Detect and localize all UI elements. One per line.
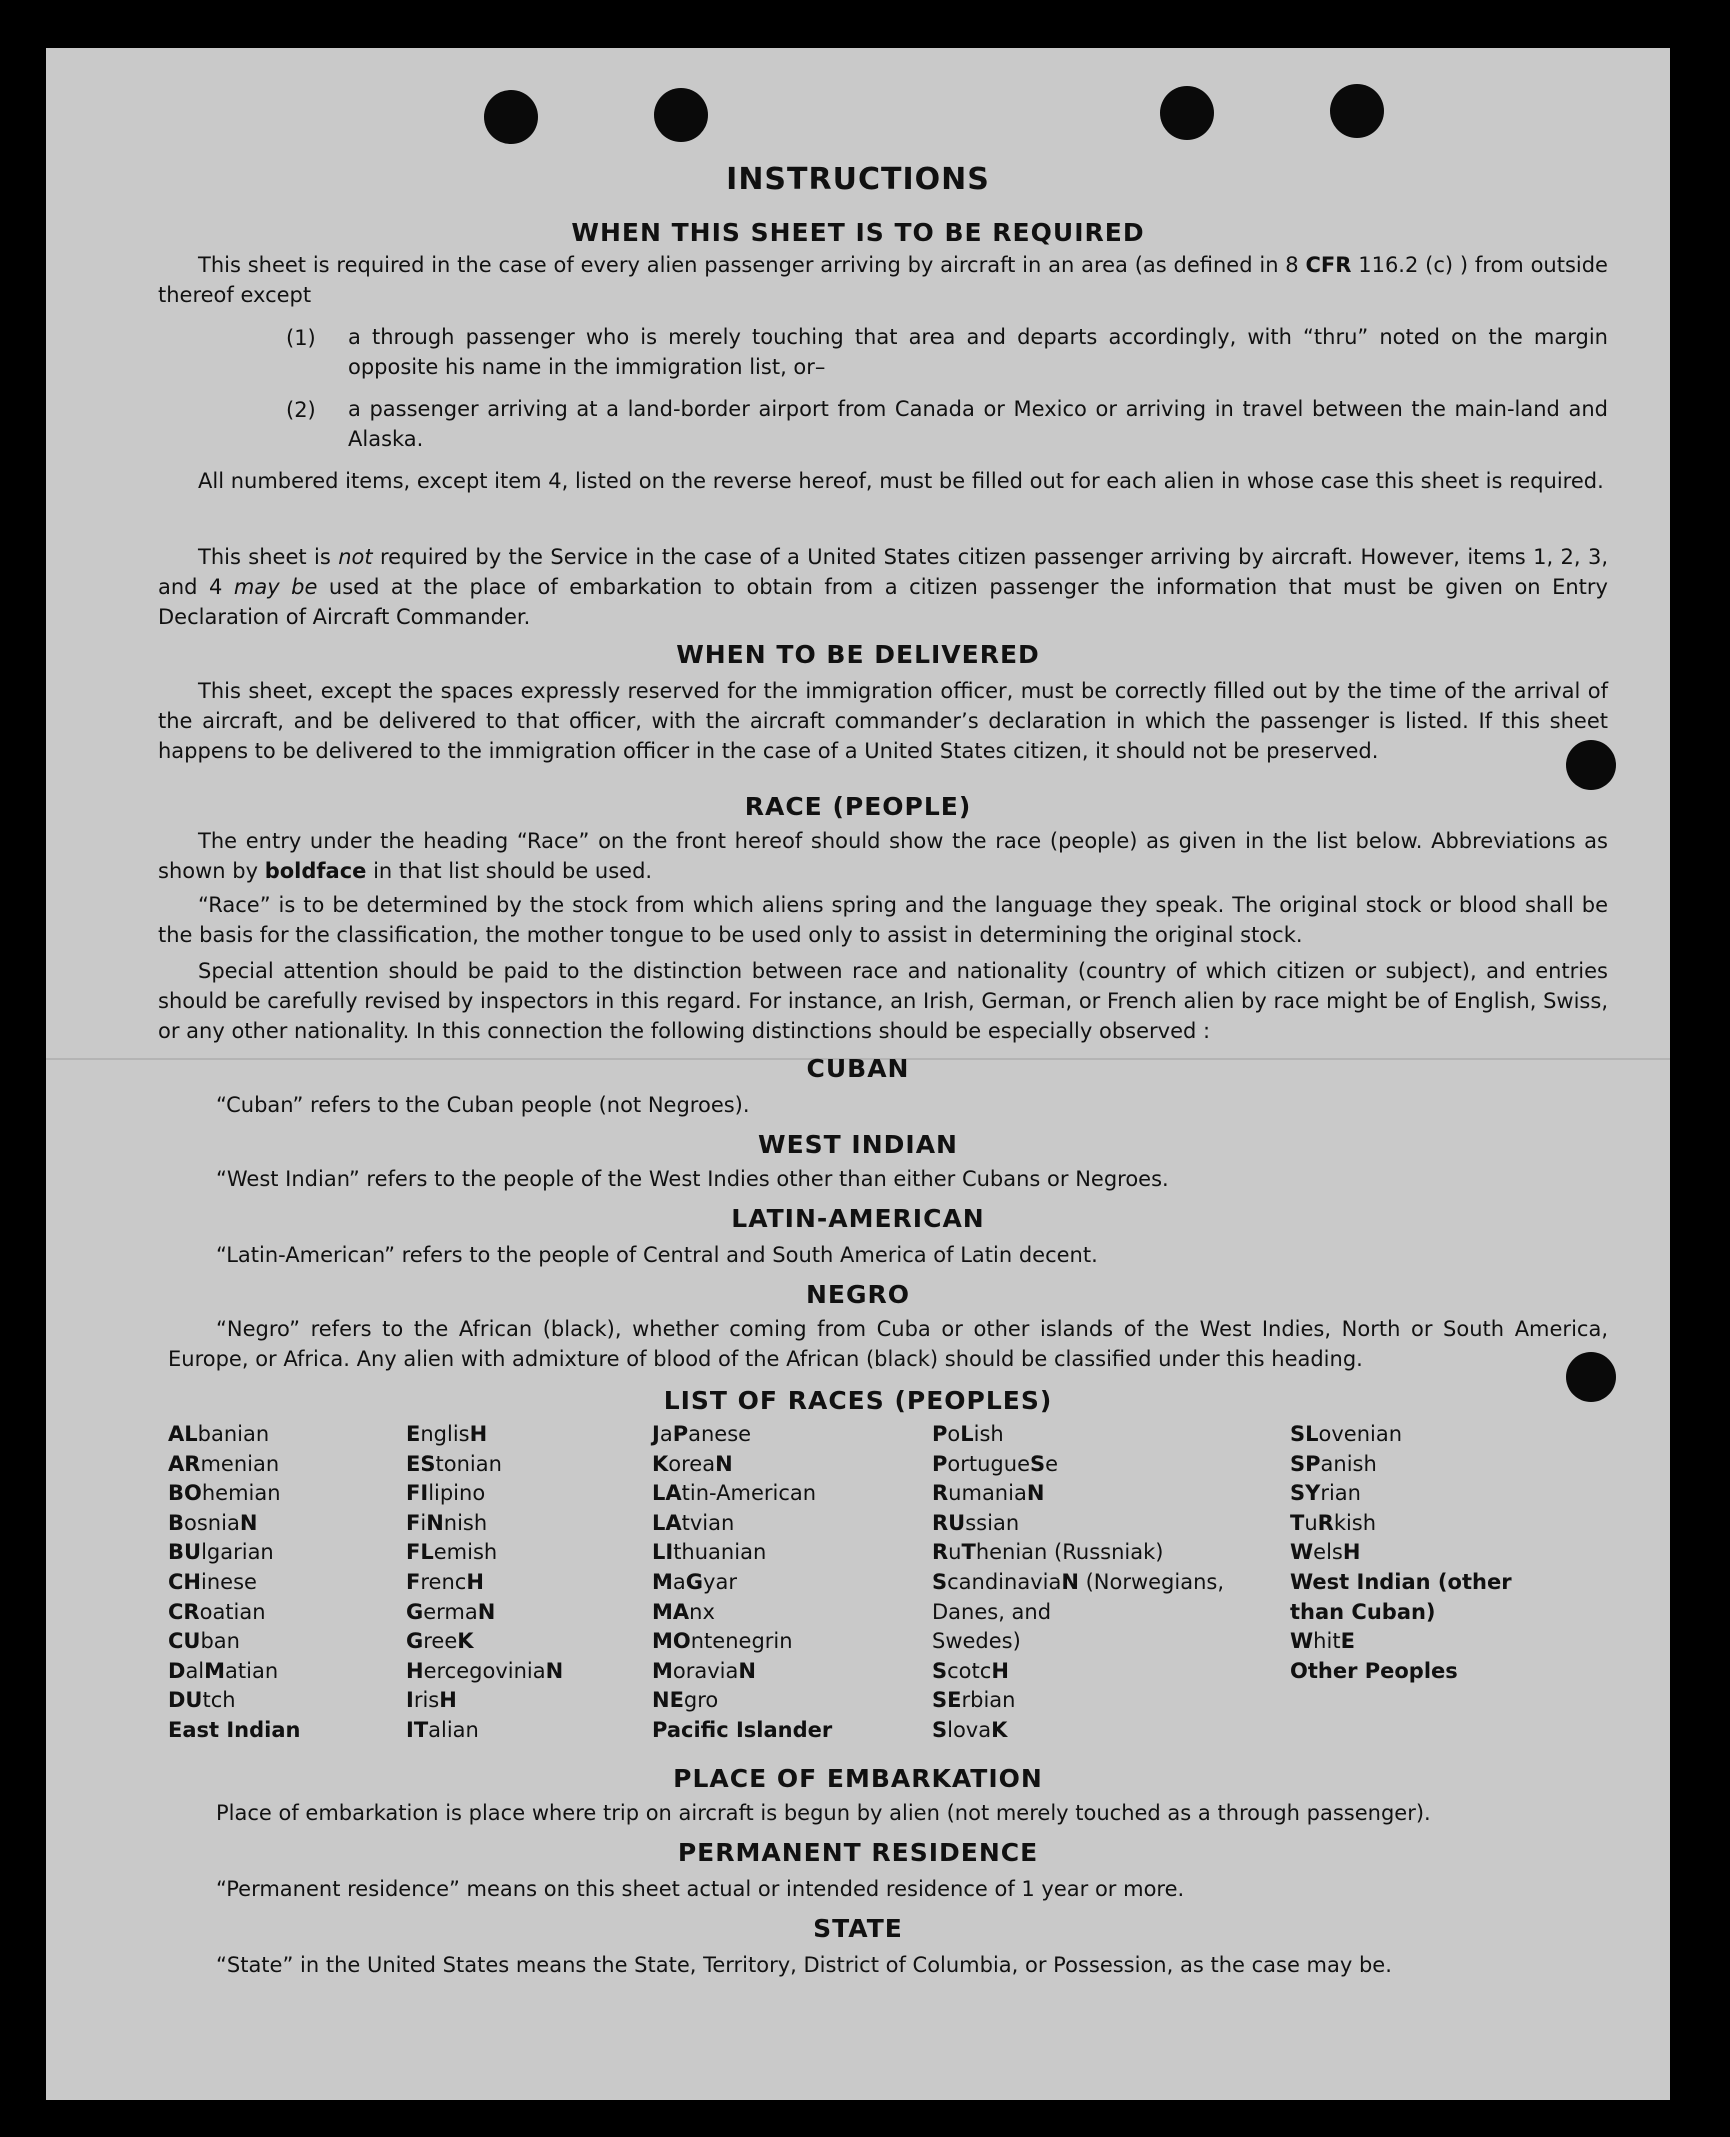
race-entry-part: hemian [201,1481,281,1506]
race-entry [1290,1479,1512,1509]
paragraph-west-indian: “West Indian” refers to the people of the West Indies other than either Cubans or Negroes. [216,1167,1169,1191]
race-entry-part: emish [433,1540,498,1565]
paragraph-race-1: The entry under the heading “Race” on the front hereof should show the race (people) as given in the list below. Abbreviations as shown by boldface in that list should be used. [158,829,1608,883]
race-entry-part: tvian [681,1510,735,1535]
race-entry-part: atian [225,1658,279,1683]
races-column [168,1420,300,1746]
race-entry [932,1420,1224,1450]
race-entry [168,1479,300,1509]
race-entry [932,1568,1224,1598]
race-entry-part: Fi [406,1510,427,1535]
race-entry-part: DU [168,1688,203,1713]
paragraph-numbered-items: All numbered items, except item 4, listed on the reverse hereof, must be filled out for each alien in whose case this sheet is required. [198,469,1604,493]
race-entry-part: inese [201,1569,257,1594]
paragraph-latin-american: “Latin-American” refers to the people of Central and South America of Latin decent. [216,1243,1098,1267]
race-entry-part: Danes, and [932,1599,1052,1624]
paragraph-delivery: This sheet, except the spaces expressly reserved for the immigration officer, must be correctly filled out by the time of the arrival of the aircraft, and be delivered to that officer, with the aircraft commander’s declaration in which the passenger is listed. If this sheet happens to be delivered to the immigration officer in the case of a United States citizen, it should not be preserved. [158,679,1608,763]
race-entry-part: rbian [961,1688,1016,1713]
paragraph-place-of-embarkation: Place of embarkation is place where trip on aircraft is begun by alien (not merely touched as a through passenger). [216,1801,1431,1825]
race-entry-part: anese [688,1422,752,1446]
race-entry-part: Scotc [932,1658,992,1683]
race-entry-part: Tu [1290,1510,1318,1535]
race-entry [652,1450,832,1480]
race-entry [1290,1627,1512,1657]
race-entry [932,1686,1224,1716]
races-column [932,1420,1224,1746]
race-entry [932,1509,1224,1539]
race-entry [168,1538,300,1568]
race-entry-part: henian (Russniak) [975,1540,1164,1565]
race-entry-part: H [991,1658,1009,1683]
heading-when-delivered: WHEN TO BE DELIVERED [676,640,1040,669]
race-entry [652,1568,832,1598]
race-entry-part: NE [652,1688,684,1713]
race-entry-part: menian [200,1451,280,1476]
race-entry [406,1479,563,1509]
race-entry-part: Ru [932,1540,962,1565]
paragraph-cuban: “Cuban” refers to the Cuban people (not Negroes). [216,1093,750,1117]
race-entry-part: CH [168,1569,201,1594]
race-entry [932,1450,1224,1480]
race-entry-part: than Cuban) [1290,1599,1436,1624]
race-entry-part: Moravia [652,1658,739,1683]
race-entry [1290,1450,1512,1480]
race-entry-part: East Indian [168,1717,301,1742]
heading-place-of-embarkation: PLACE OF EMBARKATION [673,1764,1043,1793]
race-entry [406,1716,563,1746]
race-entry-part: G [685,1569,704,1594]
race-entry [932,1479,1224,1509]
race-entry [652,1627,832,1657]
race-entry [406,1450,563,1480]
paragraph-race-2: “Race” is to be determined by the stock from which aliens spring and the language they speak. The original stock or blood shall be the basis for the classification, the mother tongue to be used only to assist in determining the original stock. [158,893,1608,947]
race-entry-part: FL [406,1540,434,1565]
race-entry-part: N [738,1658,756,1683]
race-entry [932,1627,1224,1657]
exception-item-1: a through passenger who is merely touching that area and departs accordingly, with “thru” noted on the margin opposite his name in the immigration list, or– [348,325,1608,379]
heading-permanent-residence: PERMANENT RESIDENCE [677,1838,1039,1867]
race-entry-part: Whit [1290,1629,1341,1654]
race-entry-part: N [477,1599,496,1624]
paragraph-race-3: Special attention should be paid to the distinction between race and nationality (country of which citizen or subject), and entries should be carefully revised by inspectors in this regard. For instance, an Irish, German, or French alien by race might be of English, Swiss, or any other nationality. In this connection the following distinctions should be especially observed : [158,959,1608,1043]
race-entry-part: Pacific Islander [652,1717,833,1742]
race-entry-part: N [715,1451,733,1476]
race-entry-part: MO [652,1629,691,1654]
race-entry-part: MA [652,1599,690,1624]
race-entry-part: Frenc [406,1569,467,1594]
race-entry-part: F [406,1481,421,1506]
paragraph-citizen: This sheet is not required by the Service in the case of a United States citizen passenger arriving by aircraft. However, items 1, 2, 3, and 4 may be used at the place of embarkation to obtain from a citizen passenger the information that must be given on Entry Declaration of Aircraft Commander. [158,545,1608,629]
race-entry-part: Ma [652,1569,686,1594]
race-entry-part: Englis [406,1422,470,1446]
race-entry-part: lipino [428,1481,486,1506]
race-entry-part: Other Peoples [1290,1658,1458,1683]
races-column [406,1420,563,1746]
race-entry-part: R [1317,1510,1334,1535]
race-entry-part: N [426,1510,444,1535]
race-entry-part: Rumania [932,1481,1027,1506]
paragraph-permanent-residence: “Permanent residence” means on this sheet actual or intended residence of 1 year or more. [216,1877,1185,1901]
title-instructions: INSTRUCTIONS [726,162,990,197]
race-entry [652,1509,832,1539]
heading-when-required: WHEN THIS SHEET IS TO BE REQUIRED [571,218,1145,247]
heading-negro: NEGRO [805,1280,911,1309]
heading-latin-american: LATIN-AMERICAN [731,1204,985,1233]
race-entry [168,1450,300,1480]
race-entry-part: yar [703,1569,737,1594]
race-entry [652,1686,832,1716]
race-entry-part: N [1061,1569,1079,1594]
race-entry [932,1657,1224,1687]
race-entry-part: SL [1290,1422,1319,1446]
race-entry-part: tch [202,1688,236,1713]
race-entry-part: H [439,1688,457,1713]
paragraph-state: “State” in the United States means the State, Territory, District of Columbia, or Possession, as the case may be. [216,1953,1392,1977]
race-entry-part: tonian [435,1451,502,1476]
race-entry-part: K [457,1629,474,1654]
race-entry [932,1538,1224,1568]
race-entry [652,1420,832,1450]
race-entry [406,1568,563,1598]
race-entry [652,1657,832,1687]
race-entry [652,1538,832,1568]
races-column [652,1420,832,1746]
race-entry [168,1657,300,1687]
race-entry-part: L [960,1422,974,1446]
race-entry-part: N [239,1510,258,1535]
document-sheet [46,48,1670,2100]
race-entry-part: (Norwegians, [1078,1569,1225,1594]
heading-race: RACE (PEOPLE) [744,792,972,821]
race-entry-part: SP [1290,1451,1321,1476]
race-entry [406,1509,563,1539]
heading-cuban: CUBAN [806,1054,910,1083]
race-entry-part: H [469,1422,488,1446]
paragraph-intro: This sheet is required in the case of every alien passenger arriving by aircraft in an area (as defined in 8 CFR 116.2 (c) ) from outside thereof except [158,253,1608,307]
race-entry-part: CU [168,1629,201,1654]
race-entry-part: T [961,1540,976,1565]
race-entry-part: AL [168,1422,198,1446]
race-entry [406,1627,563,1657]
item-number: (2) [286,398,316,422]
race-entry-part: ntenegrin [690,1629,793,1654]
race-entry-part: e [1045,1451,1059,1476]
race-entry-part: ES [406,1451,436,1476]
race-entry-part: gro [683,1688,719,1713]
race-entry-part: I [420,1481,429,1506]
race-entry-part: Hercegovinia [406,1658,546,1683]
race-entry-part: ban [200,1629,240,1654]
race-entry [168,1420,300,1450]
race-entry-part: Korea [652,1451,716,1476]
race-entry-part: N [545,1658,564,1683]
race-entry-part: E [1340,1629,1355,1654]
race-entry-part: Bosnia [168,1510,240,1535]
race-entry-part: Scandinavia [932,1569,1062,1594]
race-entry-part: Portugue [932,1451,1030,1476]
race-entry-part: anish [1320,1451,1377,1476]
race-entry-part: LA [652,1481,682,1506]
race-entry-part: nish [443,1510,488,1535]
race-entry-part: kish [1333,1510,1377,1535]
race-entry [932,1716,1224,1746]
race-entry-part: ish [973,1422,1004,1446]
paragraph-negro: “Negro” refers to the African (black), whether coming from Cuba or other islands of the West Indies, North or South America, Europe, or Africa. Any alien with admixture of blood of the African (black) should be classified under this heading. [168,1317,1608,1371]
exception-item-2: a passenger arriving at a land-border airport from Canada or Mexico or arriving in travel between the main-land and Alaska. [348,397,1608,451]
race-entry [168,1686,300,1716]
race-entry [168,1716,300,1746]
race-entry-part: CR [168,1599,200,1624]
race-entry-part: N [1026,1481,1045,1506]
race-entry [652,1716,832,1746]
race-entry-part: West Indian (other [1290,1569,1512,1594]
race-entry [1290,1598,1512,1628]
race-entry-part: nx [689,1599,715,1624]
heading-west-indian: WEST INDIAN [758,1130,958,1159]
race-entry [168,1568,300,1598]
race-entry [406,1420,563,1450]
race-entry-part: Dal [168,1658,205,1683]
race-entry-part: Po [932,1422,961,1446]
race-entry-part: SE [932,1688,962,1713]
race-entry [406,1598,563,1628]
race-entry-part: Ja [652,1422,673,1446]
race-entry [1290,1420,1512,1450]
race-entry-part: Gree [406,1629,458,1654]
race-entry [168,1509,300,1539]
item-number: (1) [286,326,316,350]
race-entry-part: H [1342,1540,1361,1565]
race-entry-part: banian [197,1422,270,1446]
race-entry-part: ssian [965,1510,1020,1535]
race-entry-part: rian [1320,1481,1361,1506]
race-entry [652,1598,832,1628]
race-entry-part: Swedes) [932,1629,1021,1654]
heading-state: STATE [813,1914,903,1943]
race-entry-part: P [672,1422,689,1446]
race-entry-part: lgarian [201,1540,274,1565]
race-entry [406,1686,563,1716]
race-entry-part: BO [168,1481,202,1506]
heading-list-of-races: LIST OF RACES (PEOPLES) [663,1386,1053,1415]
race-entry-part: S [1030,1451,1046,1476]
race-entry-part: oatian [199,1599,266,1624]
race-entry-part: K [991,1717,1008,1742]
race-entry [652,1479,832,1509]
race-entry [168,1627,300,1657]
race-entry-part: IT [406,1717,429,1742]
race-entry [406,1657,563,1687]
race-entry-part: SY [1290,1481,1321,1506]
race-entry-part: Germa [406,1599,478,1624]
race-entry [932,1598,1224,1628]
race-entry [1290,1657,1512,1687]
race-entry-part: LI [652,1540,674,1565]
race-entry-part: Iris [406,1688,440,1713]
race-entry-part: RU [932,1510,966,1535]
race-entry-part: Wels [1290,1540,1343,1565]
race-entry-part: thuanian [673,1540,767,1565]
race-entry-part: M [204,1658,226,1683]
race-entry [168,1598,300,1628]
races-column [1290,1420,1512,1686]
race-entry-part: H [466,1569,484,1594]
race-entry [406,1538,563,1568]
race-entry-part: BU [168,1540,202,1565]
race-entry-part: Slova [932,1717,992,1742]
race-entry [1290,1509,1512,1539]
race-entry [1290,1538,1512,1568]
race-entry-part: tin-American [681,1481,817,1506]
race-entry-part: ovenian [1318,1422,1403,1446]
race-entry-part: LA [652,1510,682,1535]
race-entry [1290,1568,1512,1598]
race-entry-part: AR [168,1451,201,1476]
race-entry-part: alian [428,1717,479,1742]
